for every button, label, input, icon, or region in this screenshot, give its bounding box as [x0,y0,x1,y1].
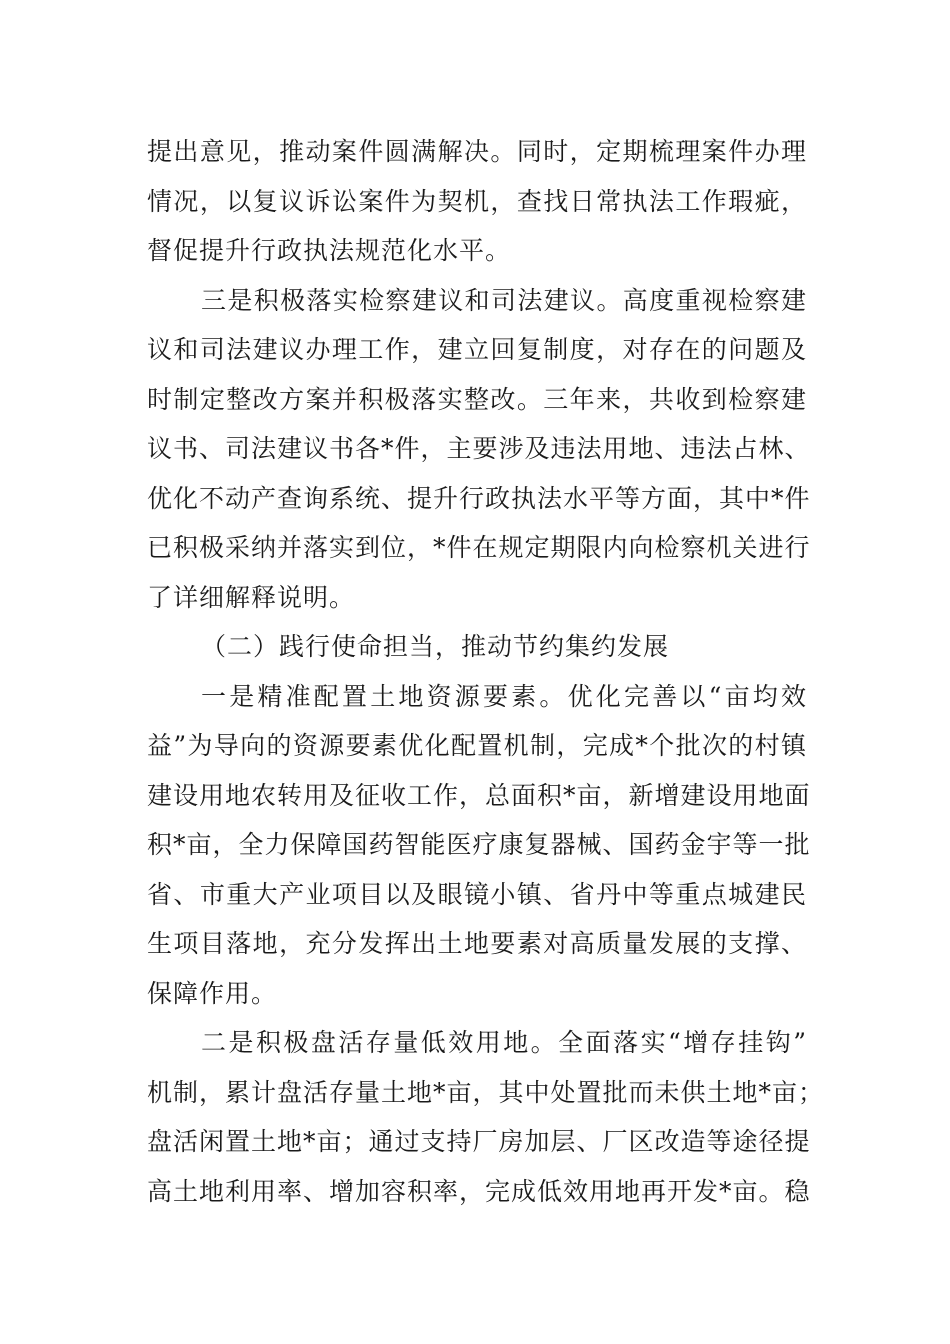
text-line: 议和司法建议办理工作，建立回复制度，对存在的问题及 [147,335,807,364]
text-line: 二是积极盘活存量低效用地。全面落实“增存挂钩” [201,1028,807,1057]
text-line: 机制，累计盘活存量土地*亩，其中处置批而未供土地*亩； [147,1077,825,1107]
text-line: 情况，以复议诉讼案件为契机，查找日常执法工作瑕疵， [147,186,807,216]
text-line: 三是积极落实检察建议和司法建议。高度重视检察建 [201,285,807,315]
text-line: 生项目落地，充分发挥出土地要素对高质量发展的支撑、 [147,929,807,958]
text-line: 积*亩，全力保障国药智能医疗康复器械、国药金宇等一批 [147,830,811,859]
section-heading [147,622,807,672]
text-line: 议书、司法建议书各*件，主要涉及违法用地、违法占林、 [147,434,811,463]
text-line: 益”为导向的资源要素优化配置机制，完成*个批次的村镇 [147,731,807,760]
text-line: 时制定整改方案并积极落实整改。三年来，共收到检察建 [147,384,807,414]
text-line: 督促提升行政执法规范化水平。 [147,236,512,265]
text-line: 优化不动产查询系统、提升行政执法水平等方面，其中*件 [147,483,811,513]
document-body [147,127,825,1216]
text-line: 省、市重大产业项目以及眼镜小镇、省丹中等重点城建民 [147,879,807,909]
paragraph-idle-land [147,1018,825,1216]
section-heading-text: （二）践行使命担当，推动节约集约发展 [201,632,670,661]
text-line: 高土地利用率、增加容积率，完成低效用地再开发*亩。稳 [147,1176,811,1206]
paragraph-procuratorial-suggestions [147,276,811,623]
text-line: 已积极采纳并落实到位，*件在规定期限内向检察机关进行 [147,533,811,562]
text-line: 了详细解释说明。 [147,582,356,612]
text-line: 提出意见，推动案件圆满解决。同时，定期梳理案件办理 [147,137,807,166]
paragraph-land-allocation [147,672,811,1019]
text-line: 一是精准配置土地资源要素。优化完善以“亩均效 [201,681,807,711]
text-line: 保障作用。 [147,978,278,1008]
text-line: 建设用地农转用及征收工作，总面积*亩，新增建设用地面 [147,780,811,810]
text-line: 盘活闲置土地*亩；通过支持厂房加层、厂区改造等途径提 [147,1127,811,1156]
paragraph-case-handling [147,127,807,276]
